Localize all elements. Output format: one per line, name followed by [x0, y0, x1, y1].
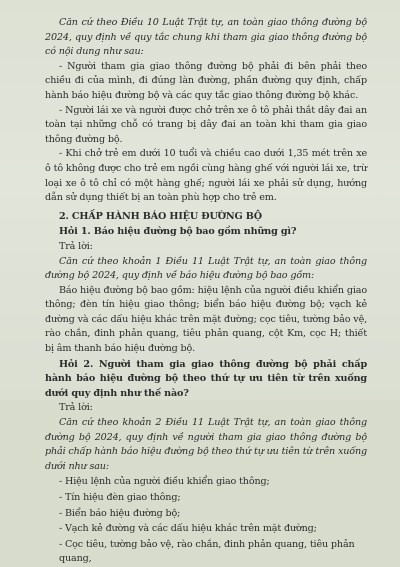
list-item: - Hiệu lệnh của người điều khiển giao thông;: [59, 476, 270, 488]
page-content: [45, 16, 367, 567]
answer-2-basis: Căn cứ theo khoản 2 Điều 11 Luật Trật tự, an toàn giao thông đường bộ 2024, quy định về người tham gia giao thông đường bộ phải chấp hành báo hiệu đường bộ theo thứ tự ưu tiên từ trên xuống dưới như sau:: [45, 417, 367, 472]
rule-paragraph-2: - Người lái xe và người được chở trên xe ô tô phải thắt dây đai an toàn tại những chỗ có trang bị dây đai an toàn khi tham gia giao thông đường bộ.: [45, 104, 367, 145]
answer-label-2: Trả lời:: [59, 402, 93, 414]
list-item: - Vạch kẻ đường và các dấu hiệu khác trên mặt đường;: [59, 523, 317, 535]
section-title: 2. CHẤP HÀNH BÁO HIỆU ĐƯỜNG BỘ: [59, 210, 262, 222]
question-1: Hỏi 1. Báo hiệu đường bộ bao gồm những gì?: [59, 226, 297, 238]
question-2: Hỏi 2. Người tham gia giao thông đường bộ phải chấp hành báo hiệu đường bộ theo thứ tự ưu tiên từ trên xuống dưới quy định như thế nào?: [45, 358, 367, 399]
list-item: - Tín hiệu đèn giao thông;: [59, 492, 181, 503]
intro-basis-paragraph: Căn cứ theo Điều 10 Luật Trật tự, an toàn giao thông đường bộ 2024, quy định về quy tắc chung khi tham gia giao thông đường bộ có nội dung như sau:: [45, 17, 367, 58]
list-item: - Cọc tiêu, tường bảo vệ, rào chắn, đinh phản quang, tiêu phản quang,: [59, 538, 355, 565]
answer-1-basis: Căn cứ theo khoản 1 Điều 11 Luật Trật tự, an toàn giao thông đường bộ 2024, quy định về báo hiệu đường bộ bao gồm:: [45, 255, 367, 282]
rule-paragraph-3: - Khi chở trẻ em dưới 10 tuổi và chiều cao dưới 1,35 mét trên xe ô tô không được cho trẻ em ngồi cùng hàng ghế với người lái xe, trừ loại xe ô tô chỉ có một hàng ghế; người lái xe phải sử dụng, hướng dẫn sử dụng thiết bị an toàn phù hợp cho trẻ em.: [45, 148, 367, 204]
answer-1-body: Báo hiệu đường bộ bao gồm: hiệu lệnh của người điều khiển giao thông; đèn tín hiệu giao thông; biển báo hiệu đường bộ; vạch kẻ đường và các dấu hiệu khác trên mặt đường; cọc tiêu, tường bảo vệ, rào chắn, đinh phản quang, tiêu phản quang, cột Km, cọc H; thiết bị âm thanh báo hiệu đường bộ.: [45, 284, 367, 355]
list-item: - Biển báo hiệu đường bộ;: [59, 507, 181, 519]
answer-label-1: Trả lời:: [59, 240, 93, 252]
rule-paragraph-1: - Người tham gia giao thông đường bộ phải đi bên phải theo chiều đi của mình, đi đúng làn đường, phần đường quy định, chấp hành báo hiệu đường bộ và các quy tắc giao thông đường bộ khác.: [45, 60, 367, 101]
